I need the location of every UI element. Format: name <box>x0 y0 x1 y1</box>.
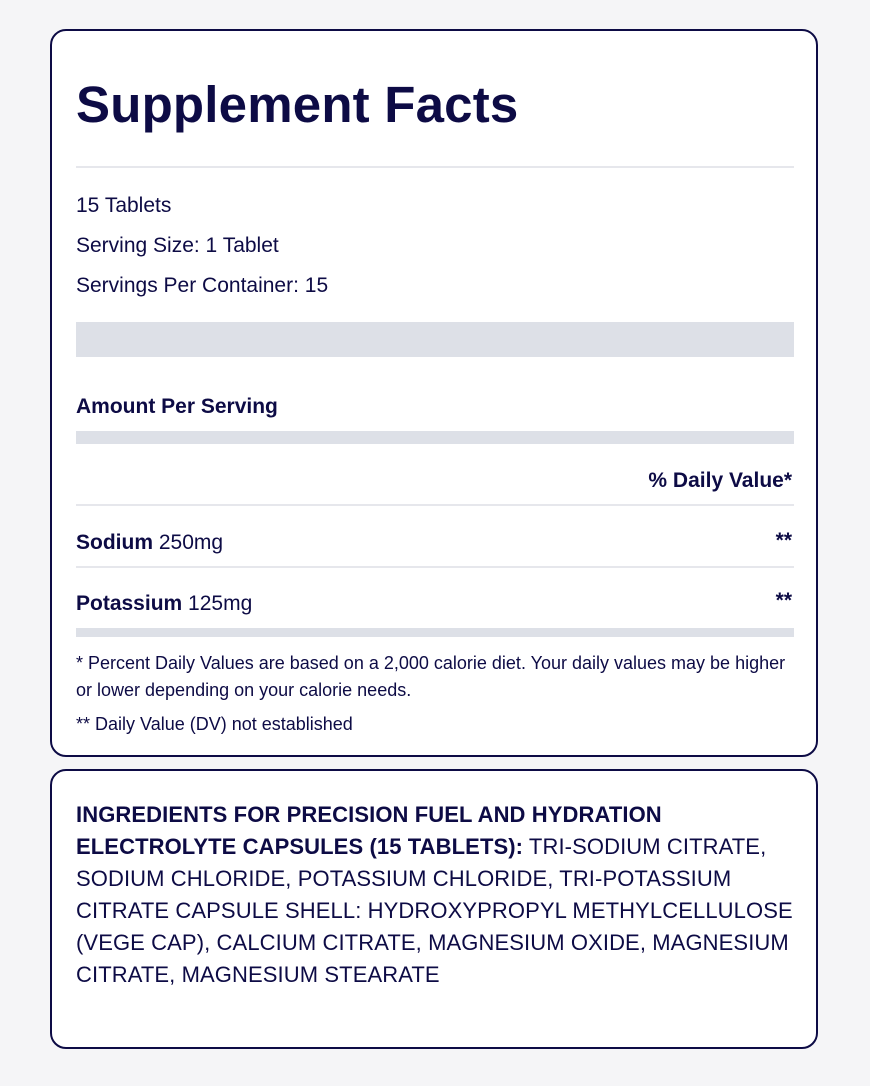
nutrient-name: Potassium <box>76 592 183 615</box>
ingredients-heading: INGREDIENTS FOR PRECISION FUEL AND HYDRATION ELECTROLYTE CAPSULES (15 TABLETS): <box>76 802 662 859</box>
footnote-dv-not-established: ** Daily Value (DV) not established <box>76 714 353 734</box>
ingredients-text <box>76 799 806 991</box>
section-bar-thick <box>76 322 794 357</box>
divider <box>76 166 794 168</box>
nutrient-dv: ** <box>775 589 792 612</box>
nutrient-dv: ** <box>775 529 792 552</box>
servings-per-container: Servings Per Container: 15 <box>76 274 329 297</box>
nutrient-row-sodium <box>76 530 223 556</box>
daily-value-header: % Daily Value* <box>648 469 792 492</box>
section-bar-thin <box>76 628 794 637</box>
page-title: Supplement Facts <box>76 76 519 133</box>
footnote-daily-values: * Percent Daily Values are based on a 2,000 calorie diet. Your daily values may be higher or lower depending on your calorie needs. <box>76 653 786 700</box>
section-bar-medium <box>76 431 794 444</box>
nutrient-name: Sodium <box>76 531 153 554</box>
supplement-facts-panel <box>50 29 818 757</box>
divider <box>76 504 794 506</box>
tablet-count: 15 Tablets <box>76 194 172 217</box>
nutrient-amount: 125mg <box>188 592 253 615</box>
serving-size: Serving Size: 1 Tablet <box>76 234 279 257</box>
divider <box>76 566 794 568</box>
nutrient-row-potassium <box>76 591 252 617</box>
ingredients-panel <box>50 769 818 1049</box>
amount-per-serving-header: Amount Per Serving <box>76 395 278 418</box>
nutrient-amount: 250mg <box>158 531 224 554</box>
ingredients-list: TRI-SODIUM CITRATE, SODIUM CHLORIDE, POTASSIUM CHLORIDE, TRI-POTASSIUM CITRATE CAPSULE SHELL: HYDROXYPROPYL METHYLCELLULOSE (VEGE CAP), CALCIUM CITRATE, MAGNESIUM OXIDE, MAGNESIUM CITRATE, MAGNESIUM STEARATE <box>76 834 793 987</box>
